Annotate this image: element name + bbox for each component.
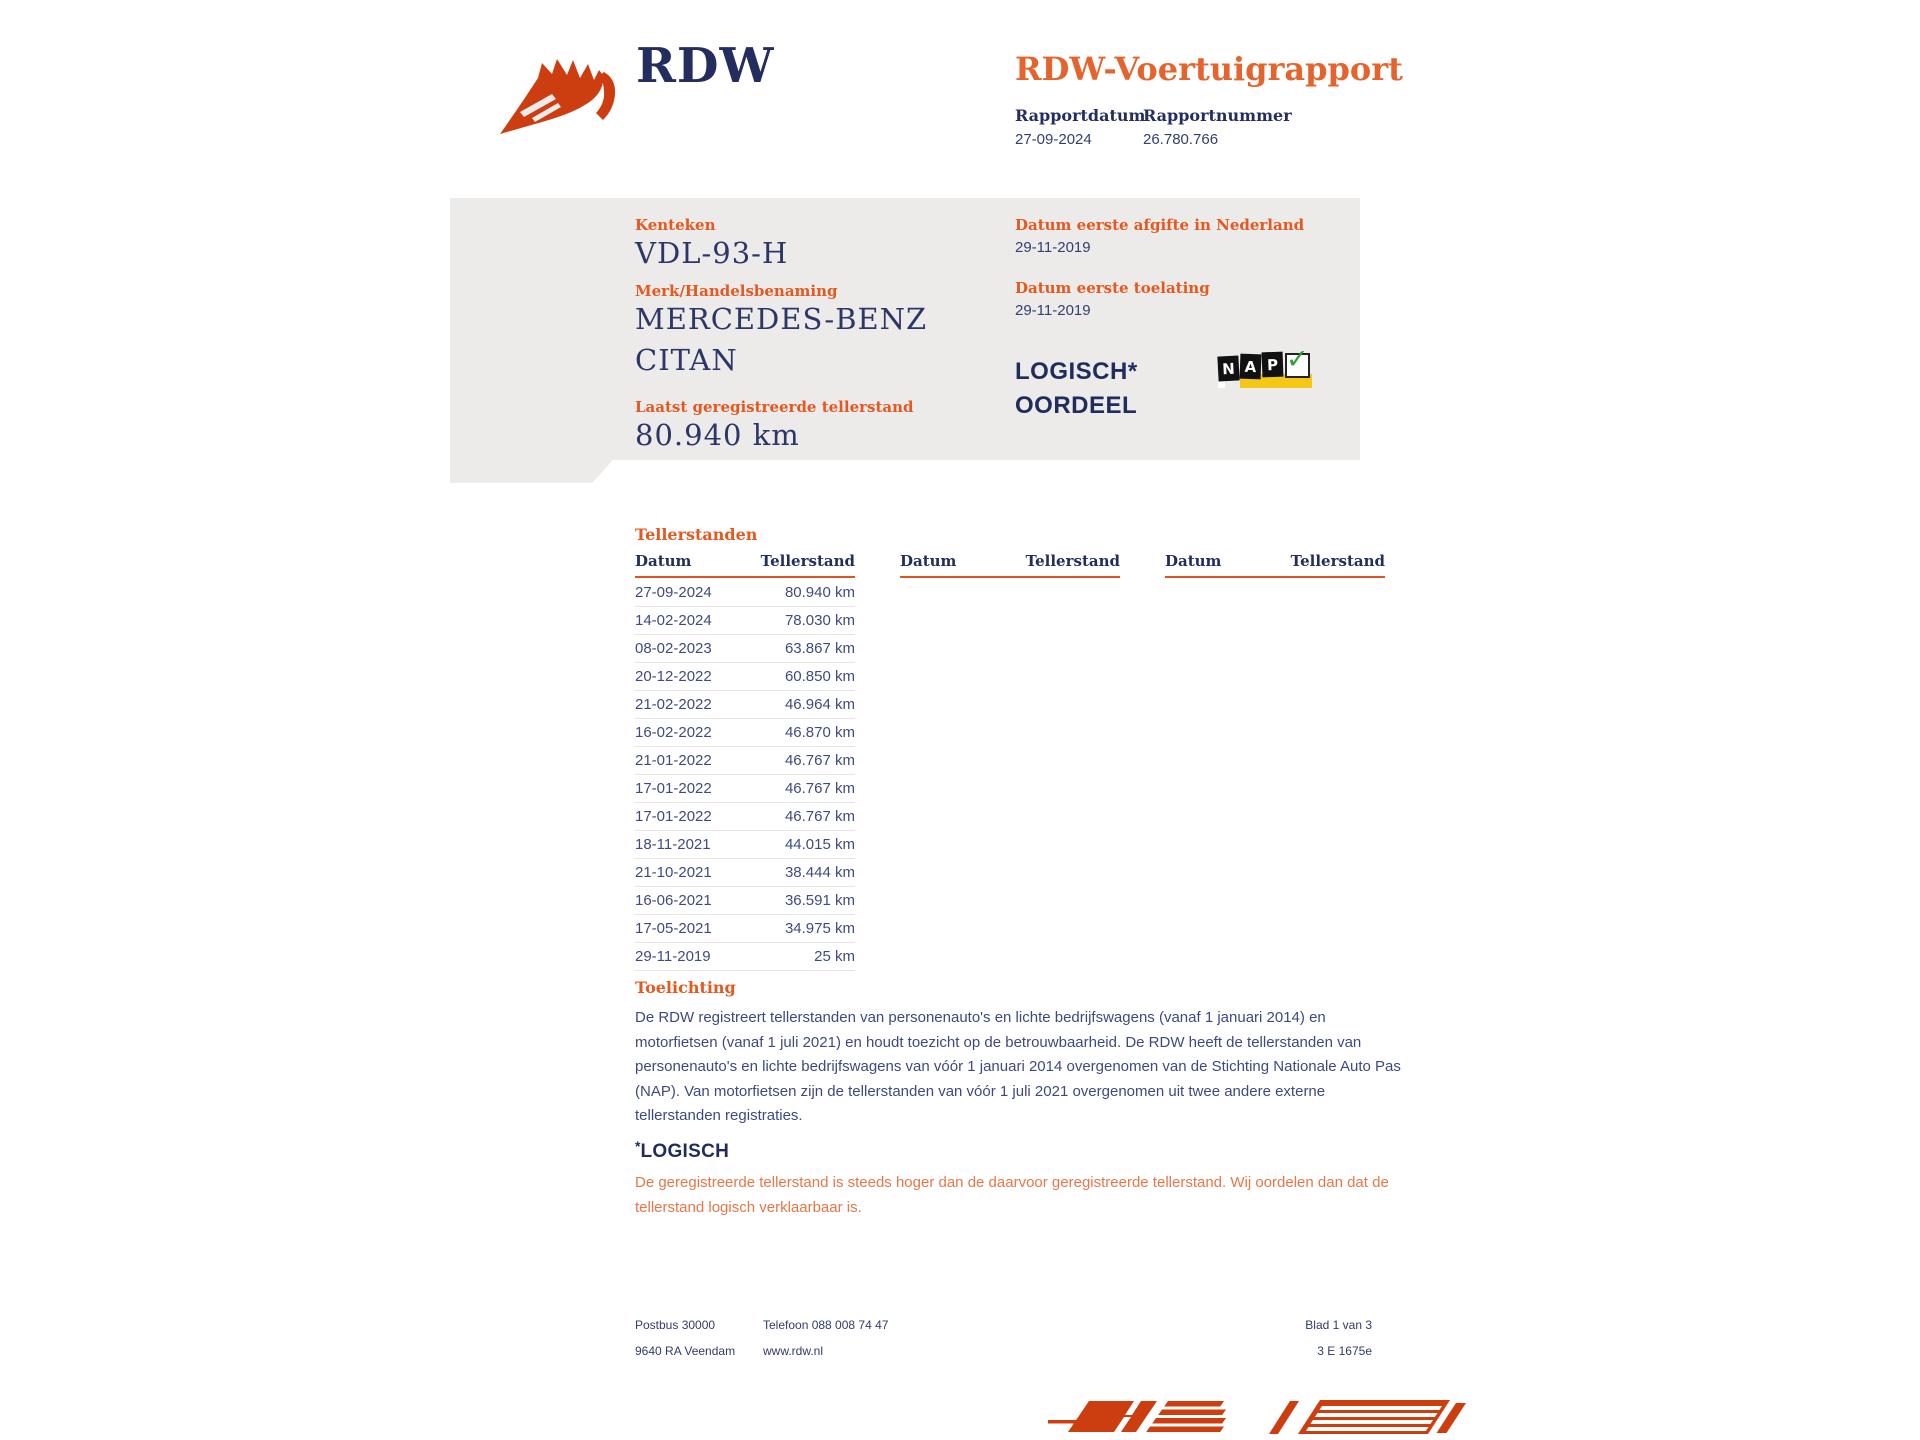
row-datum: 29-11-2019 — [635, 948, 711, 965]
rapportnummer-value: 26.780.766 — [1143, 131, 1219, 148]
row-tellerstand: 44.015 km — [784, 836, 855, 853]
afgifte-label: Datum eerste afgifte in Nederland — [1015, 216, 1305, 234]
col-header-datum: Datum — [900, 552, 957, 570]
row-tellerstand: 63.867 km — [784, 640, 855, 657]
oordeel-line1: LOGISCH* — [1015, 358, 1138, 385]
merk-label: Merk/Handelsbenaming — [635, 282, 838, 300]
table-row — [635, 719, 855, 747]
logisch-paragraph: De geregistreerde tellerstand is steeds hoger dan de daarvoor geregistreerde tellerstand. Wij oordelen dan dat de tellerstand logisch verklaarbaar is. — [635, 1174, 1389, 1216]
col-header-datum: Datum — [635, 552, 692, 570]
toelating-value: 29-11-2019 — [1015, 302, 1091, 319]
table-row — [635, 579, 855, 607]
row-tellerstand: 78.030 km — [784, 612, 855, 629]
toelating-label: Datum eerste toelating — [1015, 279, 1210, 297]
merk-value-line2: CITAN — [635, 343, 738, 377]
row-tellerstand: 36.591 km — [784, 892, 855, 909]
row-tellerstand: 46.767 km — [784, 808, 855, 825]
row-tellerstand: 80.940 km — [784, 584, 855, 601]
table-row — [635, 887, 855, 915]
toelichting-section-title: Toelichting — [635, 978, 736, 997]
nap-letter-tile: N — [1217, 355, 1239, 381]
toelichting-paragraph: De RDW registreert tellerstanden van personenauto's en lichte bedrijfswagens (vanaf 1 januari 2014) en motorfietsen (vanaf 1 juli 2021) en houdt toezicht op de betrouwbaarheid. De RDW heeft de tellerstanden van personenauto's en lichte bedrijfswagens van vóór 1 januari 2014 overgenomen van de Stichting Nationale Auto Pas (NAP). Van motorfietsen zijn de tellerstanden van vóór 1 juli 2021 overgenomen uit twee andere externe tellerstanden registraties. — [635, 1009, 1401, 1125]
table-row — [635, 663, 855, 691]
table-row — [635, 859, 855, 887]
kenteken-label: Kenteken — [635, 216, 716, 234]
col-header-datum: Datum — [1165, 552, 1222, 570]
nap-letter-tile: A — [1240, 354, 1262, 380]
nap-logo — [1218, 344, 1316, 392]
table-row — [635, 635, 855, 663]
rapportdatum-value: 27-09-2024 — [1015, 131, 1092, 148]
table-header-group-2 — [900, 552, 1120, 578]
col-header-tellerstand: Tellerstand — [1025, 552, 1120, 570]
col-header-tellerstand: Tellerstand — [1290, 552, 1385, 570]
table-header-group-1 — [635, 552, 855, 578]
logisch-heading — [635, 1138, 729, 1163]
row-datum: 21-02-2022 — [635, 696, 712, 713]
row-datum: 08-02-2023 — [635, 640, 712, 657]
table-row — [635, 803, 855, 831]
table-header-group-3 — [1165, 552, 1385, 578]
oordeel-line2: OORDEEL — [1015, 392, 1138, 419]
afgifte-value: 29-11-2019 — [1015, 239, 1091, 256]
footer-page-indicator: Blad 1 van 3 — [1305, 1318, 1372, 1332]
table-row — [635, 831, 855, 859]
row-datum: 16-06-2021 — [635, 892, 712, 909]
footer-phone: Telefoon 088 008 74 47 — [763, 1318, 889, 1332]
merk-value-line1: MERCEDES-BENZ — [635, 302, 928, 336]
row-tellerstand: 46.767 km — [784, 752, 855, 769]
logisch-word: LOGISCH — [640, 1141, 730, 1162]
table-row — [635, 747, 855, 775]
row-datum: 27-09-2024 — [635, 584, 712, 601]
row-datum: 20-12-2022 — [635, 668, 712, 685]
laatste-tellerstand-label: Laatst geregistreerde tellerstand — [635, 398, 914, 416]
table-row — [635, 775, 855, 803]
tellerstanden-section-title: Tellerstanden — [635, 525, 758, 544]
nap-letter-tile: P — [1262, 352, 1284, 378]
table-row — [635, 691, 855, 719]
rdw-logo-feather-icon — [498, 52, 630, 136]
footer-address-line2: 9640 RA Veendam — [635, 1344, 736, 1358]
table-row — [635, 607, 855, 635]
speed-stripes-graphic — [1040, 1395, 1490, 1440]
row-tellerstand: 34.975 km — [784, 920, 855, 937]
kenteken-value: VDL-93-H — [635, 236, 789, 270]
table-row — [635, 943, 855, 971]
col-header-tellerstand: Tellerstand — [760, 552, 855, 570]
row-datum: 18-11-2021 — [635, 836, 711, 853]
row-datum: 17-01-2022 — [635, 780, 712, 797]
row-datum: 17-05-2021 — [635, 920, 712, 937]
oordeel-text — [1015, 355, 1138, 423]
nap-check-icon: ✓ — [1286, 344, 1309, 375]
rdw-logo-text: RDW — [636, 38, 775, 94]
logisch-asterisk: * — [635, 1138, 641, 1154]
nap-white-notch — [1218, 381, 1225, 388]
row-datum: 14-02-2024 — [635, 612, 712, 629]
footer-address-line1: Postbus 30000 — [635, 1318, 716, 1332]
summary-box — [450, 198, 1360, 483]
page-title: RDW-Voertuigrapport — [1015, 50, 1403, 88]
tellerstanden-table — [635, 579, 855, 971]
row-tellerstand: 46.964 km — [784, 696, 855, 713]
table-row — [635, 915, 855, 943]
row-datum: 16-02-2022 — [635, 724, 712, 741]
laatste-tellerstand-value: 80.940 km — [635, 418, 800, 452]
row-tellerstand: 46.767 km — [784, 780, 855, 797]
footer-website: www.rdw.nl — [763, 1344, 824, 1358]
rapportnummer-label: Rapportnummer — [1143, 106, 1292, 125]
rapportdatum-label: Rapportdatum — [1015, 106, 1146, 125]
row-tellerstand: 38.444 km — [784, 864, 855, 881]
row-tellerstand: 60.850 km — [784, 668, 855, 685]
row-datum: 21-01-2022 — [635, 752, 712, 769]
row-tellerstand: 46.870 km — [784, 724, 855, 741]
row-datum: 17-01-2022 — [635, 808, 712, 825]
row-datum: 21-10-2021 — [635, 864, 712, 881]
footer-form-code: 3 E 1675e — [1317, 1344, 1372, 1358]
row-tellerstand: 25 km — [814, 948, 855, 965]
